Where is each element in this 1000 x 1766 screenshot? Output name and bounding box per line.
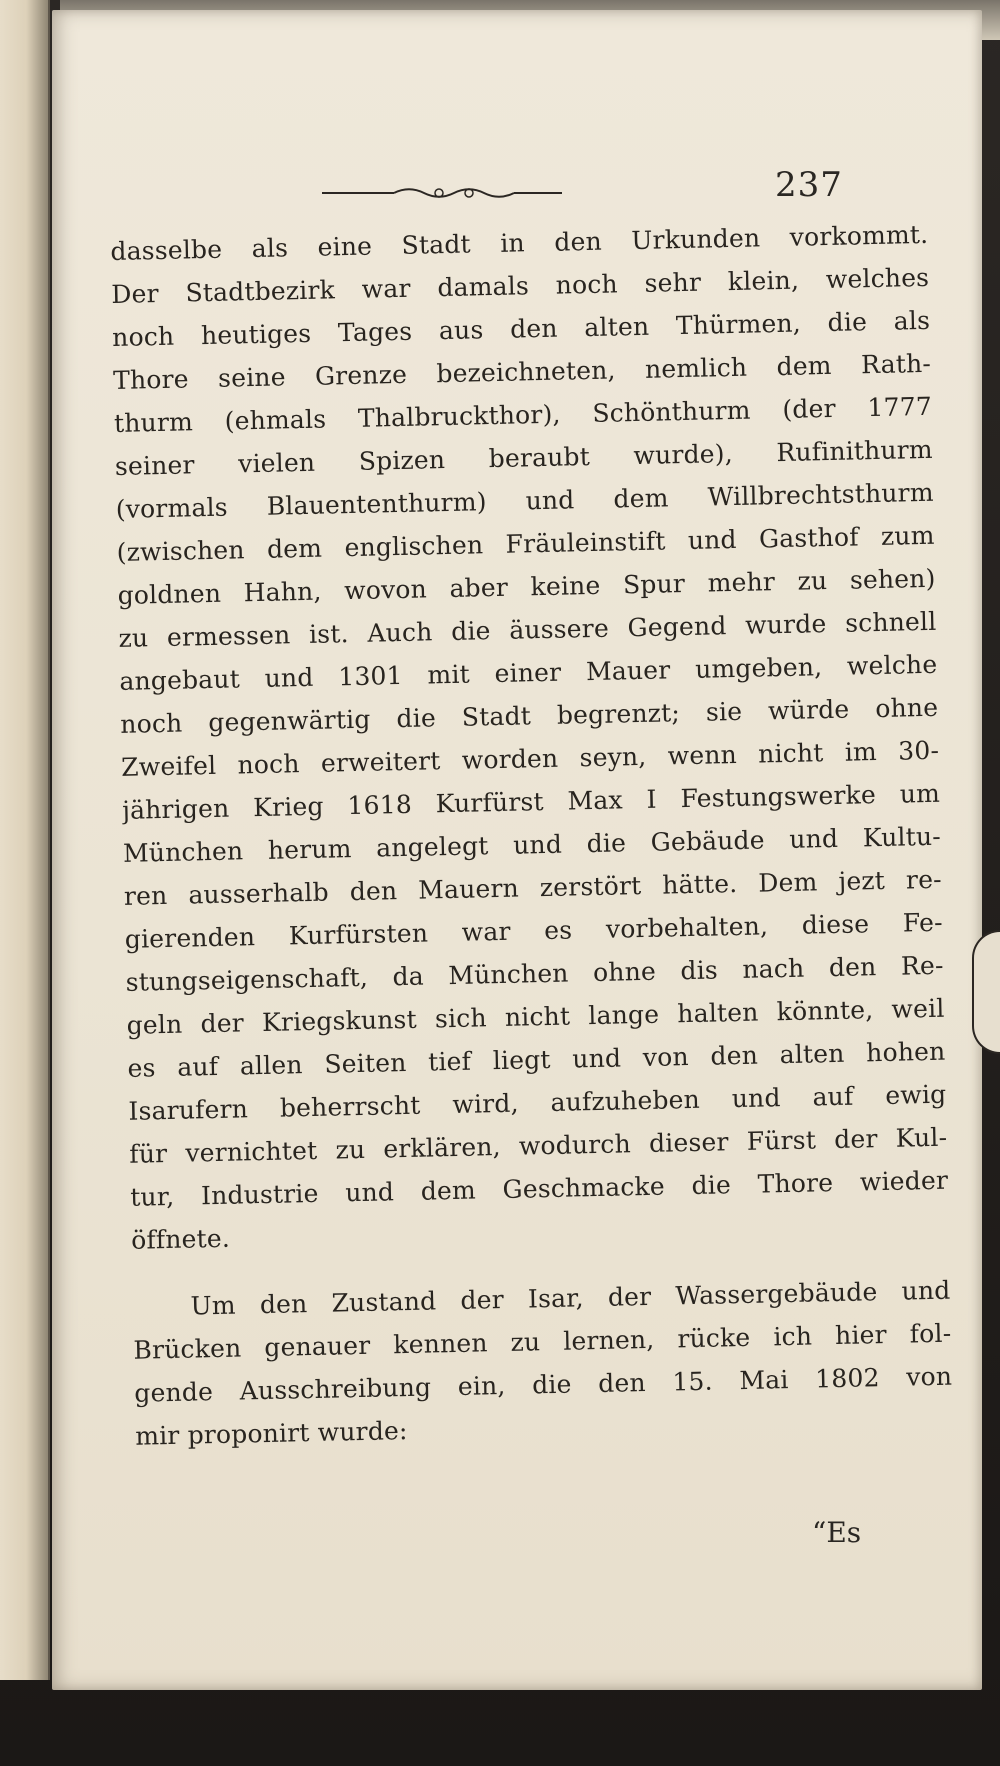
text-line: zu ermessen ist. Auch die äussere Gegend wurde schnell bbox=[118, 606, 937, 653]
text-line: Um den Zustand der Isar, der Wassergebäude und bbox=[190, 1275, 951, 1321]
text-line: geln der Kriegskunst sich nicht lange halten könnte, weil bbox=[126, 993, 945, 1040]
text-line: thurm (ehmals Thalbruckthor), Schönthurm (der 1777 bbox=[113, 391, 933, 438]
text-line: angebaut und 1301 mit einer Mauer umgeben, welche bbox=[119, 649, 938, 696]
text-line: seiner vielen Spizen beraubt wurde), Rufinithurm bbox=[114, 434, 934, 481]
text-line: mir proponirt wurde: bbox=[134, 1416, 408, 1451]
text-line: gierenden Kurfürsten war es vorbehalten, diese Fe- bbox=[124, 907, 943, 954]
text-line: Der Stadtbezirk war damals noch sehr klein, welches bbox=[111, 262, 930, 309]
left-page-edge bbox=[0, 0, 50, 1680]
text-line: ren ausserhalb den Mauern zerstört hätte. Dem jezt re- bbox=[123, 864, 943, 911]
text-line: gende Ausschreibung ein, die den 15. Mai 1802 von bbox=[134, 1361, 953, 1408]
text-line: jährigen Krieg 1618 Kurfürst Max I Festungswerke um bbox=[121, 778, 941, 825]
text-line: noch gegenwärtig die Stadt begrenzt; sie würde ohne bbox=[120, 692, 939, 739]
text-line: München herum angelegt und die Gebäude und Kultu- bbox=[122, 821, 942, 868]
text-line: es auf allen Seiten tief liegt und von den alten hohen bbox=[127, 1036, 946, 1083]
text-line: tur, Industrie und dem Geschmacke die Thore wieder bbox=[129, 1165, 949, 1212]
text-line: (zwischen dem englischen Fräuleinstift und Gasthof zum bbox=[116, 520, 935, 567]
text-line: dasselbe als eine Stadt in den Urkunden vorkommt. bbox=[110, 219, 929, 266]
text-line: goldnen Hahn, wovon aber keine Spur mehr zu sehen) bbox=[117, 563, 936, 610]
text-line: noch heutiges Tages aus den alten Thürmen, die als bbox=[111, 305, 931, 352]
catchword: “Es bbox=[812, 1516, 862, 1549]
text-line: (vormals Blauententhurm) und dem Willbrechtsthurm bbox=[115, 477, 934, 524]
text-line: Brücken genauer kennen zu lernen, rücke ich hier fol- bbox=[133, 1318, 952, 1365]
text-line: öffnete. bbox=[130, 1223, 231, 1255]
body-text bbox=[110, 213, 954, 1458]
text-line: Zweifel noch erweitert worden seyn, wenn nicht im 30- bbox=[120, 735, 940, 782]
book-page bbox=[52, 10, 982, 1690]
text-line: Thore seine Grenze bezeichneten, nemlich dem Rath- bbox=[112, 348, 932, 395]
header-ornament-icon bbox=[322, 187, 562, 199]
text-line: stungseigenschaft, da München ohne dis nach den Re- bbox=[125, 950, 944, 997]
page-number: 237 bbox=[775, 165, 843, 205]
text-line: Isarufern beherrscht wird, aufzuheben und auf ewig bbox=[128, 1079, 947, 1126]
page-header bbox=[52, 165, 982, 215]
text-line: für vernichtet zu erklären, wodurch dieser Fürst der Kul- bbox=[129, 1122, 948, 1169]
right-page-clip bbox=[972, 930, 1000, 1054]
